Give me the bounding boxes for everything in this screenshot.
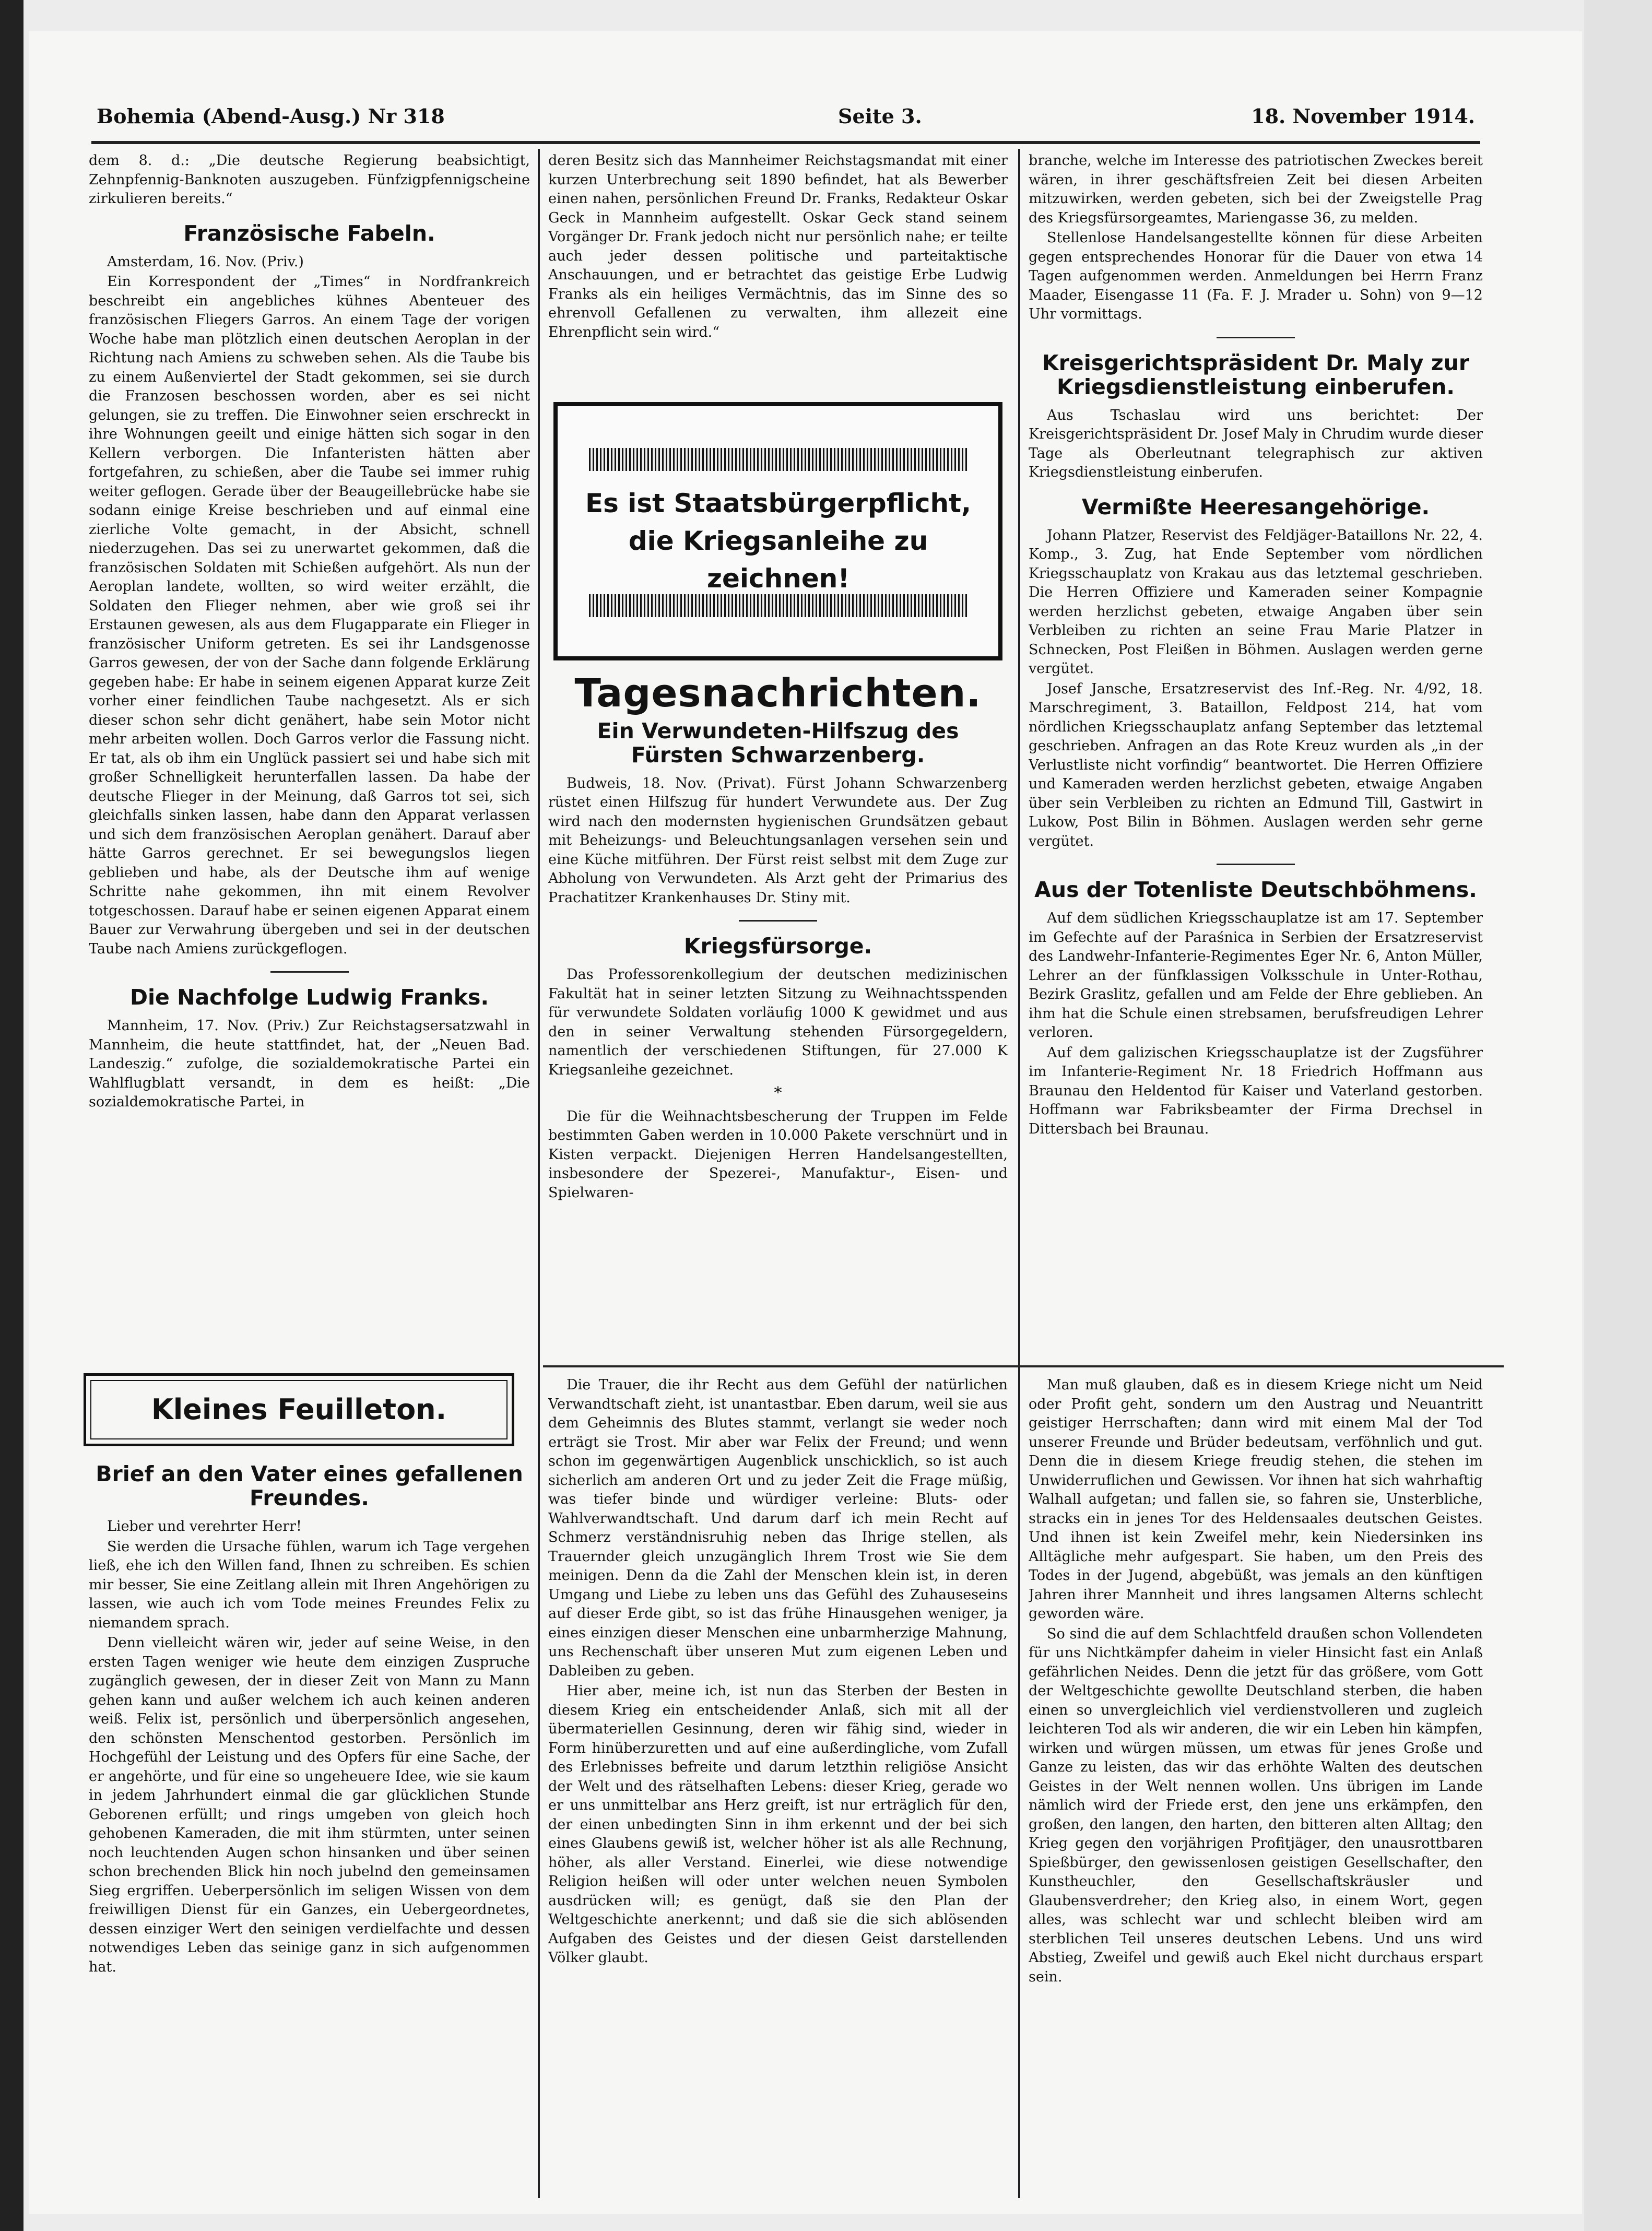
article-paragraph: Johann Platzer, Reservist des Feldjäger-Bataillons Nr. 22, 4. Komp., 3. Zug, hat Ende September vom nördlichen Kriegsschauplatz von Krakau aus das letztemal geschrieben. Die Herren Offiziere und Kameraden seiner Kompagnie werden herzlichst gebeten, etwaige Angaben über sein Verbleiben zu richten an seine Frau Marie Platzer in Schnecken, Post Fleißen in Böhmen. Auslagen werden gerne vergütet. (1029, 527, 1483, 677)
article-continuation: deren Besitz sich das Mannheimer Reichstagsmandat mit einer kurzen Unterbrechung seit 1890 befindet, hat als Bewerber einen nahen, persönlichen Freund Dr. Franks, Redakteur Oskar Geck in Mannheim aufgestellt. Oskar Geck stand seinem Vorgänger Dr. Frank jedoch nicht nur persönlich nahe; er teilte auch jeder dessen politische und parteitaktische Anschauungen, und er betrachtet das geistige Erbe Ludwig Franks als ein heiliges Vermächtnis, das im Sinne des so ehrenvoll Gefallenen zu verwalten, ihm allezeit eine Ehrenpflicht sein wird.“ (548, 152, 1008, 340)
war-bond-advertisement (553, 402, 1002, 660)
feuilleton-column-3 (1029, 1376, 1483, 2198)
article-paragraph: Auf dem galizischen Kriegsschauplatze ist der Zugsführer im Infanterie-Regiment Nr. 18 Friedrich Hoffmann aus Braunau den Heldentod für Kaiser und Vaterland gestorben. Hoffmann war Fabriksbeamter der Firma Drechsel in Dittersbach bei Braunau. (1029, 1044, 1483, 1137)
letter-paragraph: Die Trauer, die ihr Recht aus dem Gefühl der natürlichen Verwandtschaft zieht, ist unantastbar. Eben darum, weil sie aus dem Geheimnis des Blutes stammt, verlangt sie weder noch erträgt sie Trost. Mir aber war Felix der Freund; und wenn schon im gegenwärtigen Augenblick unschicklich, so ist auch sicherlich am anderen Ort und zu jeder Zeit die Frage müßig, was tiefer binde und würdiger verleine: Bluts- oder Wahlverwandtschaft. Und darum darf ich mein Recht auf Schmerz verständnisruhig neben das Ihrige stellen, als Trauernder gleich unzugänglich Ihrem Trost wie Sie dem meinigen. Denn da die Zahl der Menschen klein ist, in deren Umgang und Liebe zu leben uns das Gefühl des Zuhauseseins auf dieser Erde gibt, so ist das frühe Hinausgehen weniger, ja eines einzigen dieser Menschen eine unbarmherzige Mahnung, uns Rechenschaft über unseren Mut zum eigenen Leben und Dableiben zu geben. (548, 1377, 1008, 1679)
headline-brief: Brief an den Vater eines gefallenen Freundes. (96, 1462, 523, 1510)
letter-paragraph: So sind die auf dem Schlachtfeld draußen schon Vollendeten für uns Nichtkämpfer daheim in vieler Hinsicht fast ein Anlaß gefährlichen Neides. Denn die jetzt für das größere, vom Gott der Weltgeschichte gewollte Deutschland sterben, die haben einen so unvergleichlich viel verdienstvolleren und zugleich leichteren Tod als wir anderen, die wir ein Leben hin kämpfen, wirken und würgen müssen, um etwas für jenes Große und Ganze zu leisten, das wir das erhöhte Walten des deutschen Geistes in der Welt nennen wollen. Uns übrigen im Lande nämlich wird der Friede erst, den jene uns erkämpfen, den großen, den langen, den harten, den bitteren alten Alltag; den Krieg gegen den vorjährigen Profitjäger, den unausrottbaren Spießbürger, den gewissenlosen geistigen Gesellschafter, den Kunstheuchler, den Gesellschaftskräusler und Glaubensverdreher; den Krieg also, in einem Wort, gegen alles, was schlecht war und schlecht bleiben wird am sterblichen Teil unseres deutschen Lebens. Und uns wird Abstieg, Zweifel und gewiß auch Ekel nicht durchaus erspart sein. (1029, 1625, 1483, 1985)
feuilleton-title: Kleines Feuilleton. (151, 1393, 447, 1426)
feuilleton-divider (543, 1365, 1504, 1367)
article-paragraph: Stellenlose Handelsangestellte können für diese Arbeiten gegen entsprechendes Honorar für die Dauer von etwa 14 Tagen aufgenommen werden. Anmeldungen bei Herrn Franz Maader, Eisengasse 11 (Fa. F. J. Mrader u. Sohn) von 9—12 Uhr vormittags. (1029, 230, 1483, 322)
article-intro: dem 8. d.: „Die deutsche Regierung beabsichtigt, Zehnpfennig-Banknoten auszugeben. Fünfzigpfennigscheine zirkulieren bereits.“ (89, 152, 530, 207)
headline-tagesnachrichten: Tagesnachrichten. (574, 671, 982, 716)
headline-nachfolge-franks: Die Nachfolge Ludwig Franks. (129, 985, 489, 1010)
ad-hatched-bar (589, 594, 967, 617)
feuilleton-column-1 (89, 1462, 530, 2198)
article-paragraph: Ein Korrespondent der „Times“ in Nordfrankreich beschreibt ein angebliches kühnes Abenteuer des französischen Fliegers Garros. An einem Tage der vorigen Woche habe man plötzlich einen deutschen Aeroplan in der Richtung nach Amiens zu schweben sehen. Als die Taube bis zu einem Außenviertel der Stadt gekommen, sei sie durch die Franzosen beschossen worden, aber es sei nicht gelungen, sie zu treffen. Die Einwohner seien erschreckt in ihre Wohnungen geeilt und einige hätten sich sogar in den Kellern verborgen. Die Infanteristen hätten aber fortgefahren, zu schießen, aber die Taube sei immer ruhig weiter geflogen. Gerade über der Beaugeillebrücke habe sie sodann einige Kreise beschrieben und auf einmal eine zierliche Volte gemacht, in der Absicht, schnell niederzugehen. Das sei zu unerwartet gekommen, daß die französischen Soldaten mit Schießen aufgehört. Als nun der Aeroplan landete, wollten, so wird weiter erzählt, die Soldaten den Flieger nehmen, aber wie groß sei ihr Erstaunen gewesen, als aus dem Flugapparate ein Flieger in französischer Uniform getreten. Es sei ihr Landsgenosse Garros gewesen, der von der Sache dann folgende Erklärung gegeben habe: Er habe in seinem eigenen Apparat kurze Zeit vorher einer feindlichen Taube nachgesetzt. Als er sich dieser schon sehr dicht genähert, habe sein Motor nicht mehr arbeiten wollen. Doch Garros verlor die Fassung nicht. Er tat, als ob ihm ein Unglück passiert sei und habe sich mit großer Schnelligkeit herunterfallen lassen. Da habe der deutsche Flieger in der Meinung, daß Garros tot sei, sich gleichfalls sinken lassen, habe dann den Apparat verlassen und sich dem französischen Aeroplan genähert. Darauf aber hätte Garros gerechnet. Er sei bewegungslos liegen geblieben und habe, als der Deutsche ihm auf wenige Schritte nahe gekommen, ihn mit einem Revolver totgeschossen. Darauf habe er seinen eigenen Apparat einem Bauer zur Verwahrung übergeben und sei in der deutschen Taube nach Amiens zurückgeflogen. (89, 274, 530, 957)
column-3 (1029, 151, 1483, 1358)
headline-totenliste: Aus der Totenliste Deutschböhmens. (1034, 877, 1477, 902)
letter-paragraph: Denn vielleicht wären wir, jeder auf seine Weise, in den ersten Tagen weniger wie heute dem einzigen Zuspruche zugänglich gewesen, der in dieser Zeit von Mann zu Mann gehen kann und außer welchem ich auch keinen anderen weiß. Felix ist, persönlich und überpersönlich angesehen, den schönsten Menschentod gestorben. Persönlich im Hochgefühl der Leistung und des Opfers für eine Sache, der er angehörte, und für eine so ungeheuere Idee, wie sie kaum in jedem Jahrhundert einmal die gar glücklichen Stunde Geborenen erfüllt; und rings umgeben von gleich hoch gehobenen Kameraden, die mit ihm stürmten, unter seinen noch leuchtenden Augen schon hinsanken und über seinen schon brechenden Blick hin noch jubelnd den gemeinsamen Sieg ergriffen. Ueberpersönlich im seligen Wissen von dem freiwilligen Dienst für ein Ganzes, ein Uebergeordnetes, dessen einziger Wert den seinigen verdielfachte und dessen notwendiges Leben das seinige ganz in sich aufgenommen hat. (89, 1635, 530, 1975)
header-rule (91, 141, 1480, 144)
letter-paragraph: Man muß glauben, daß es in diesem Kriege nicht um Neid oder Profit geht, sondern um den Austrag und Neuantritt geistiger Herrschaften; dann wird mit einem Mal der Tod unserer Freunde und Brüder bedeutsam, verföhnlich und gut. Denn die in diesem Kriege freudig stehen, die stehen im Unwiderruflichen und Gewissen. Vor ihnen hat sich wahrhaftig Walhall aufgetan; und fallen sie, so fahren sie, Unsterbliche, stracks ein in jenes Tor des Heldensaales deutschen Geistes. Und ihnen ist kein Zweifel mehr, kein Niedersinken ins Alltägliche mehr aufgespart. Sie haben, um den Preis des Todes in der Jugend, abgebüßt, was jemals an den künftigen Jahren ihrer Mannheit und ihres langsamen Alterns schlecht geworden wäre. (1029, 1377, 1483, 1622)
page-header (91, 104, 1480, 136)
column-2-top (548, 151, 1008, 397)
headline-franzoesische-fabeln: Französische Fabeln. (183, 220, 435, 246)
header-paper: Bohemia (Abend-Ausg.) Nr 318 (97, 104, 445, 128)
column-divider-2 (1018, 149, 1020, 2198)
section-divider (270, 971, 349, 973)
headline-kriegsfuersorge: Kriegsfürsorge. (683, 934, 872, 959)
article-paragraph: Aus Tschaslau wird uns berichtet: Der Kreisgerichtspräsident Dr. Josef Maly in Chrudim wurde dieser Tage als Oberleutnant telegraphisch zur aktiven Kriegsdienstleistung einberufen. (1029, 407, 1483, 480)
column-2 (548, 663, 1008, 1358)
article-paragraph: Auf dem südlichen Kriegsschauplatze ist am 17. September im Gefechte auf der Paraśnica in Serbien der Ersatzreservist des Landwehr-Infanterie-Regimentes Eger Nr. 6, Anton Müller, Lehrer an der fünfklassigen Volksschule in Unter-Rothau, Bezirk Graslitz, gefallen und am Felde der Ehre geblieben. An ihm hat die Schule einen strebsamen, berufsfreudigen Lehrer verloren. (1029, 910, 1483, 1041)
letter-salutation: Lieber und verehrter Herr! (107, 1518, 302, 1534)
article-paragraph: Budweis, 18. Nov. (Privat). Fürst Johann Schwarzenberg rüstet einen Hilfszug für hundert Verwundete aus. Der Zug wird nach den modernsten hygienischen Grundsätzen gebaut mit Beheizungs- und Beleuchtungsanlagen versehen sein und eine Küche mitführen. Der Fürst reist selbst mit dem Zuge zur Abholung von Verwundeten. Als Arzt geht der Primarius des Prachatitzer Krankenhauses Dr. Stiny mit. (548, 775, 1008, 906)
letter-paragraph: Hier aber, meine ich, ist nun das Sterben der Besten in diesem Krieg ein entscheidender Anlaß, sich mit all der übermateriellen Gesinnung, deren wir fähig sind, wieder in Form hinüberzuretten und auf eine außerdingliche, vom Zufall des Erlebnisses befreite und darum letzthin religiöse Ansicht der Welt und des rätselhaften Lebens: dieser Krieg, gerade wo er uns unmittelbar ans Herz greift, ist nur erträglich für den, der einen unbedingten Sinn in ihm erkennt und der bei sich eines Glaubens gewiß ist, welcher höher ist als alle Rechnung, höher, als aller Verstand. Einerlei, wie diese notwendige Religion heißen will oder unter welchen neuen Symbolen ausdrücken will; es genügt, daß sie den Plan der Weltgeschichte anerkennt; und daß sie die sich ablösenden Aufgaben des Geistes und der diesen Geist darstellenden Völker glaubt. (548, 1683, 1008, 1966)
column-1 (89, 151, 530, 1344)
column-divider-1 (538, 149, 540, 2198)
article-paragraph: Das Professorenkollegium der deutschen medizinischen Fakultät hat in seiner letzten Sitzung zu Weihnachtsspenden für verwundete Soldaten vorläufig 1000 K gewidmet und aus den in seiner Verwaltung stehenden Fürsorgegeldern, namentlich der verschiedenen Stiftungen, für 27.000 K Kriegsanleihe gezeichnet. (548, 966, 1008, 1078)
article-paragraph: Josef Jansche, Ersatzreservist des Inf.-Reg. Nr. 4/92, 18. Marschregiment, 3. Bataillon, Feldpost 214, hat vom nördlichen Kriegsschauplatz anfang September das letztemal geschrieben. Anfragen an das Rote Kreuz wurden als „in der Verlustliste nicht vorfindig“ beantwortet. Die Herren Offiziere und Kameraden werden herzlichst gebeten, etwaige Angaben über sein Verbleiben zu richten an Edmund Till, Gastwirt in Lukow, Post Bilin in Böhmen. Auslagen werden sehr gerne vergütet. (1029, 680, 1483, 849)
header-page: Seite 3. (838, 104, 922, 128)
ad-text: Es ist Staatsbürgerpflicht, die Kriegsanleihe zu zeichnen! (585, 488, 972, 594)
feuilleton-column-2 (548, 1376, 1008, 2198)
section-divider (739, 920, 817, 922)
article-dateline: Amsterdam, 16. Nov. (Priv.) (107, 253, 304, 270)
section-divider (1217, 337, 1295, 338)
headline-maly: Kreisgerichtspräsident Dr. Maly zur Kriegsdienstleistung einberufen. (1042, 350, 1470, 399)
section-asterisk: * (774, 1084, 782, 1102)
header-date: 18. November 1914. (1251, 104, 1475, 128)
headline-vermisste: Vermißte Heeresangehörige. (1081, 494, 1430, 520)
page-binding-shadow (0, 0, 23, 2231)
article-paragraph: Mannheim, 17. Nov. (Priv.) Zur Reichstagsersatzwahl in Mannheim, die heute stattfindet, hat, der „Neuen Bad. Landeszig.“ zufolge, die sozialdemokratische Partei ein Wahlflugblatt versandt, in dem es heißt: „Die sozialdemokratische Partei, in (89, 1018, 530, 1110)
letter-paragraph: Sie werden die Ursache fühlen, warum ich Tage vergehen ließ, ehe ich den Willen fand, Ihnen zu schreiben. Es schien mir besser, Sie eine Zeitlang allein mit Ihren Angehörigen zu lassen, wie auch ich vom Tode meines Freundes Felix zu niemandem sprach. (89, 1538, 530, 1631)
headline-hilfszug: Ein Verwundeten-Hilfszug des Fürsten Schwarzenberg. (597, 718, 959, 768)
feuilleton-title-box (84, 1373, 514, 1446)
ad-hatched-bar (589, 448, 967, 471)
page-edge (1584, 0, 1652, 2231)
section-divider (1217, 864, 1295, 865)
article-paragraph: Die für die Weihnachtsbescherung der Truppen im Felde bestimmten Gaben werden in 10.000 Pakete verschnürt und in Kisten verpackt. Diejenigen Herren Handelsangestellten, insbesondere der Spezerei-, Manufaktur-, Eisen- und Spielwaren- (548, 1108, 1008, 1201)
article-continuation: branche, welche im Interesse des patriotischen Zweckes bereit wären, in ihrer geschäftsfreien Zeit bei diesen Arbeiten mitzuwirken, werden gebeten, sich bei der Zweigstelle Prag des Kriegsfürsorgeamtes, Mariengasse 36, zu melden. (1029, 152, 1483, 226)
